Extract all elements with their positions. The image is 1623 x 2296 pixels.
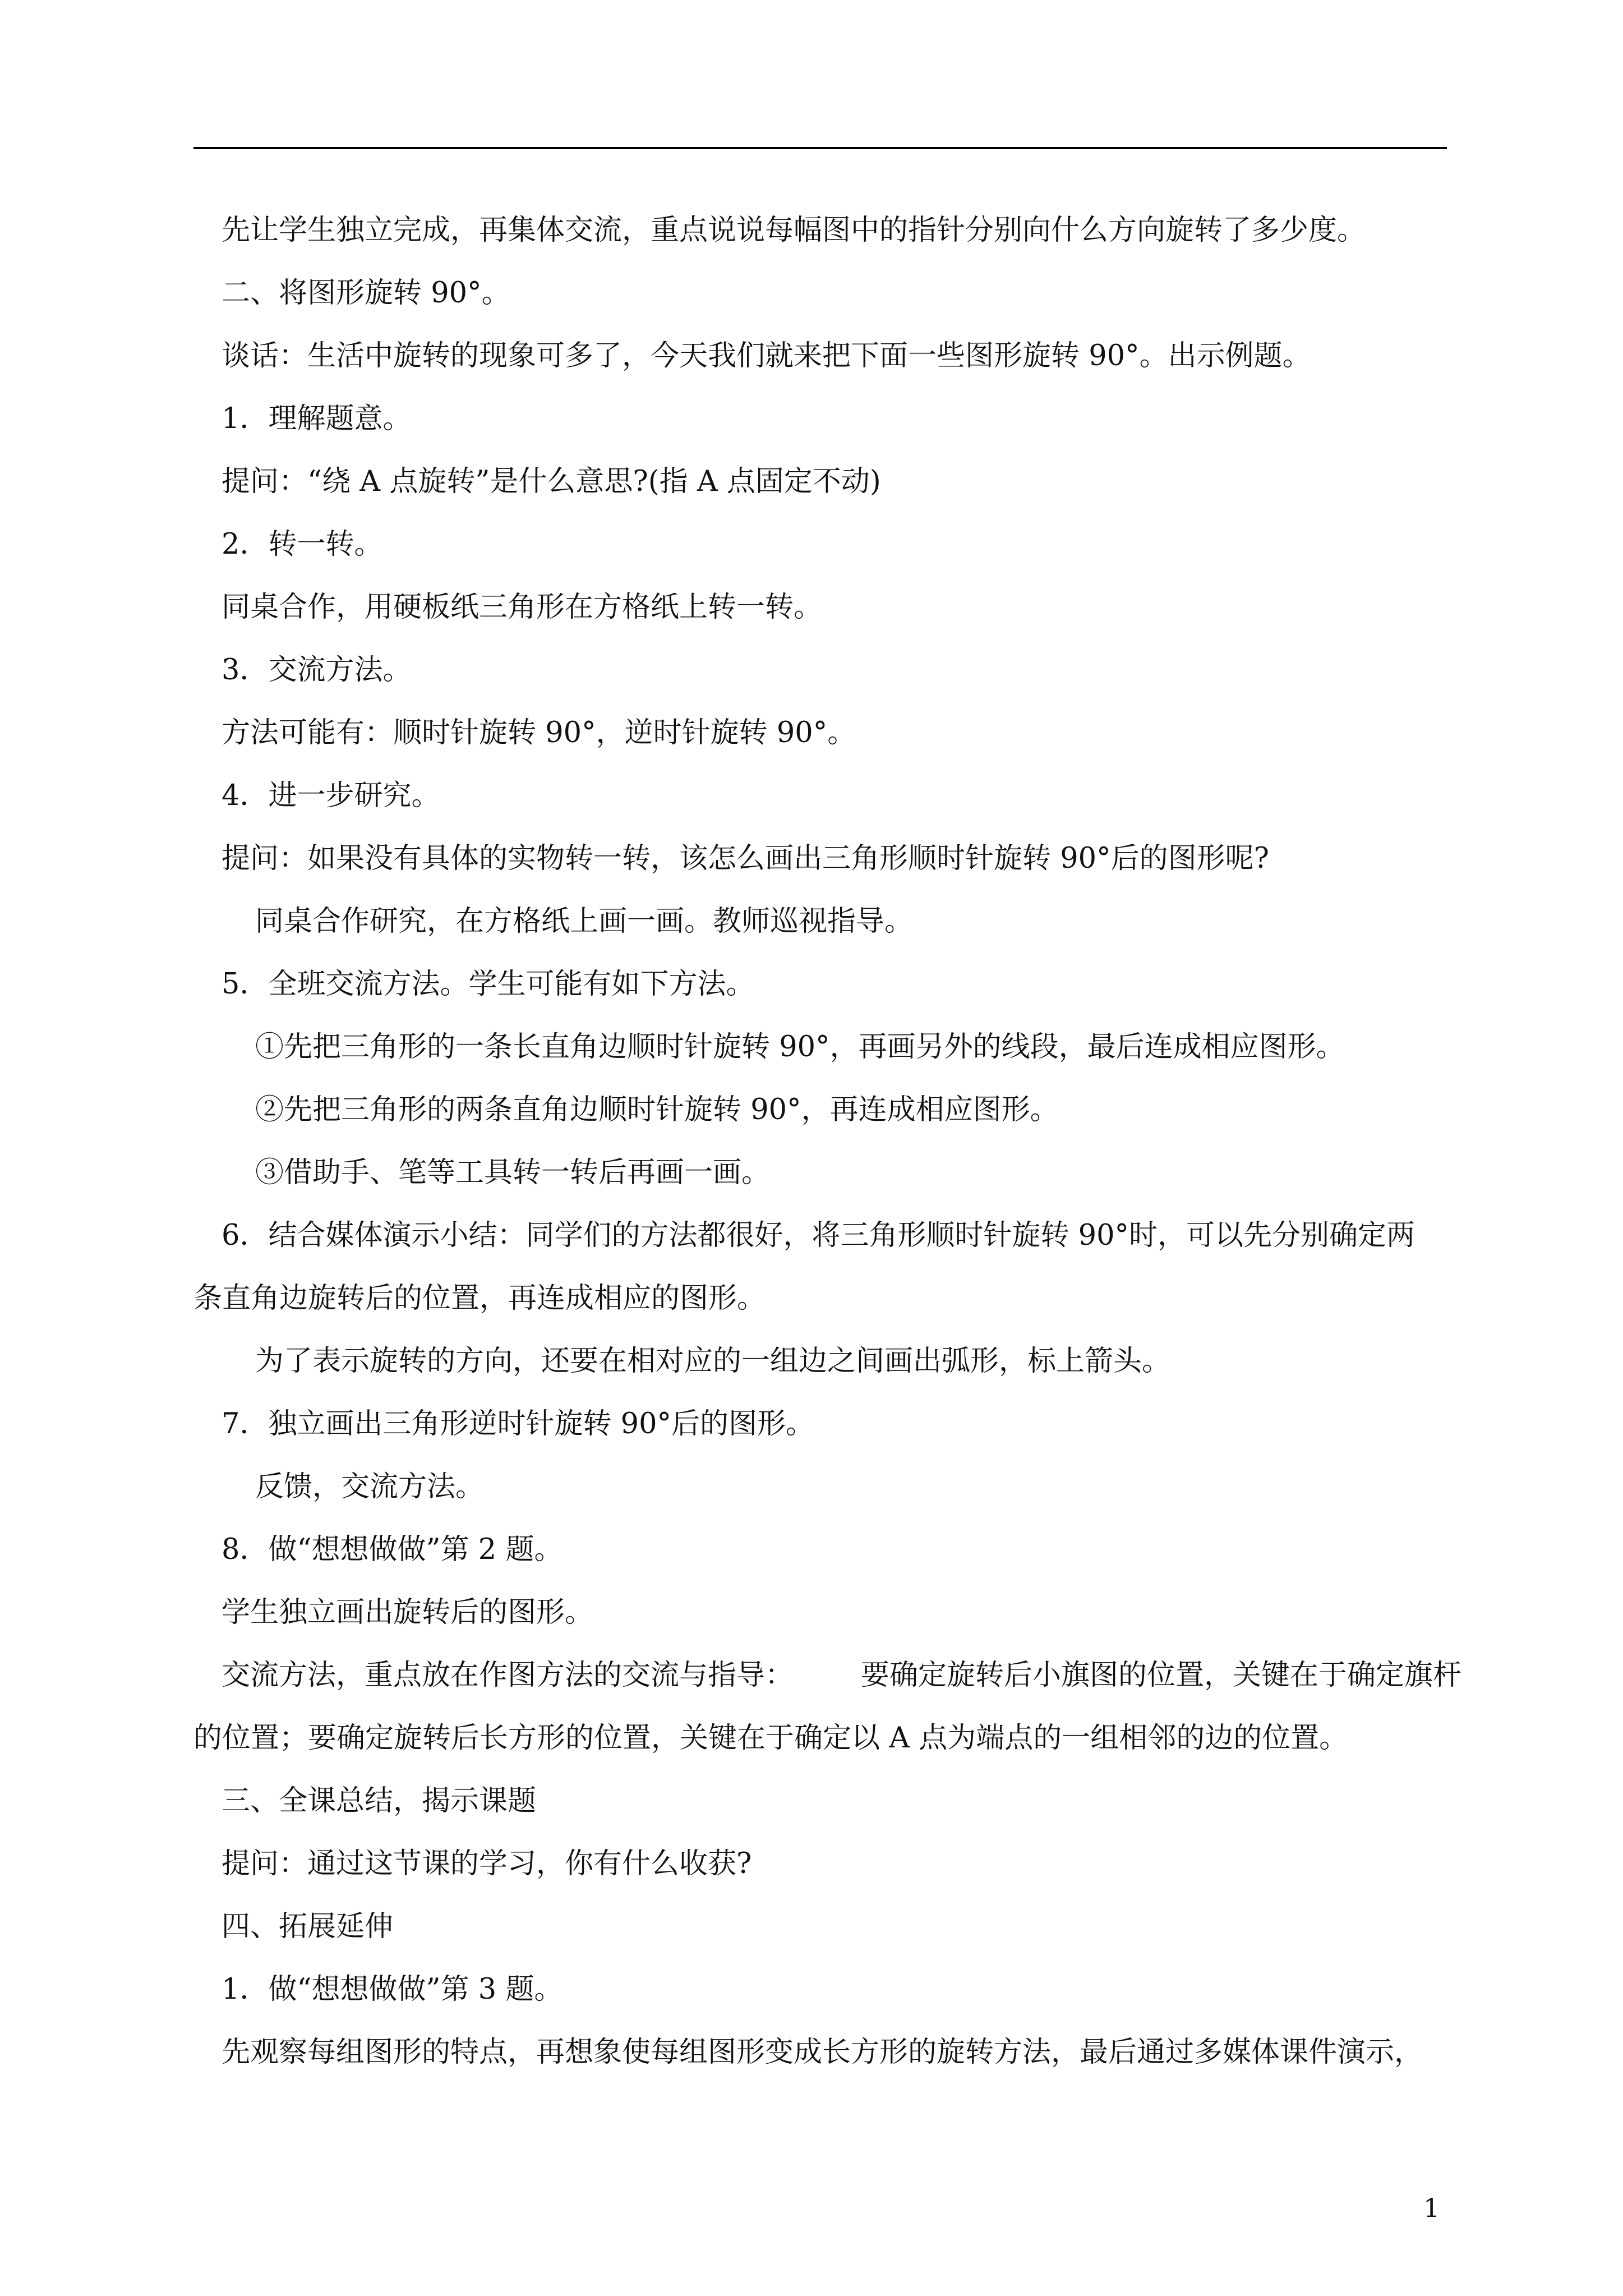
list-item: 3．交流方法。 <box>222 654 412 687</box>
method-item: ③借助手、笔等工具转一转后再画一画。 <box>255 1156 771 1189</box>
paragraph-line: 方法可能有：顺时针旋转 90°，逆时针旋转 90°。 <box>222 716 856 749</box>
paragraph-line: 同桌合作，用硬板纸三角形在方格纸上转一转。 <box>222 591 823 624</box>
list-item: 2．转一转。 <box>222 528 383 561</box>
paragraph-line: 为了表示旋转的方向，还要在相对应的一组边之间画出弧形，标上箭头。 <box>255 1345 1171 1378</box>
header-rule <box>193 147 1447 149</box>
list-item: 8．做“想想做做”第 2 题。 <box>222 1533 563 1566</box>
section-heading: 四、拓展延伸 <box>222 1910 394 1943</box>
section-heading: 三、全课总结，揭示课题 <box>222 1784 537 1818</box>
paragraph-line: 谈话：生活中旋转的现象可多了，今天我们就来把下面一些图形旋转 90°。出示例题。 <box>222 339 1311 372</box>
paragraph-line: 先让学生独立完成，再集体交流，重点说说每幅图中的指针分别向什么方向旋转了多少度。 <box>222 214 1366 247</box>
method-item: ①先把三角形的一条长直角边顺时针旋转 90°，再画另外的线段，最后连成相应图形。 <box>255 1030 1345 1064</box>
paragraph-segment: 交流方法，重点放在作图方法的交流与指导： <box>222 1659 794 1692</box>
list-item: 4．进一步研究。 <box>222 779 440 812</box>
paragraph-line: 的位置；要确定旋转后长方形的位置，关键在于确定以 A 点为端点的一组相邻的边的位置。 <box>193 1722 1348 1755</box>
paragraph-line: 同桌合作研究，在方格纸上画一画。教师巡视指导。 <box>255 905 914 938</box>
paragraph-line: 条直角边旋转后的位置，再连成相应的图形。 <box>193 1282 766 1315</box>
section-heading: 二、将图形旋转 90°。 <box>222 277 510 310</box>
paragraph-line: 先观察每组图形的特点，再想象使每组图形变成长方形的旋转方法，最后通过多媒体课件演示， <box>222 2036 1423 2069</box>
paragraph-segment: 要确定旋转后小旗图的位置，关键在于确定旗杆 <box>861 1659 1462 1692</box>
list-item: 1．做“想想做做”第 3 题。 <box>222 1973 563 2006</box>
paragraph-line: 提问：通过这节课的学习，你有什么收获? <box>222 1847 752 1880</box>
paragraph-line: 提问：如果没有具体的实物转一转，该怎么画出三角形顺时针旋转 90°后的图形呢? <box>222 842 1269 875</box>
list-item: 6．结合媒体演示小结：同学们的方法都很好，将三角形顺时针旋转 90°时，可以先分别确定两 <box>222 1219 1415 1252</box>
paragraph-line: 学生独立画出旋转后的图形。 <box>222 1596 594 1629</box>
list-item: 5．全班交流方法。学生可能有如下方法。 <box>222 968 755 1001</box>
paragraph-line: 反馈，交流方法。 <box>255 1470 485 1503</box>
list-item: 1．理解题意。 <box>222 402 412 435</box>
page-number: 1 <box>1423 2193 1440 2223</box>
method-item: ②先把三角形的两条直角边顺时针旋转 90°，再连成相应图形。 <box>255 1093 1059 1126</box>
list-item: 7．独立画出三角形逆时针旋转 90°后的图形。 <box>222 1407 815 1441</box>
paragraph-line: 提问：“绕 A 点旋转”是什么意思?(指 A 点固定不动) <box>222 465 881 498</box>
paragraph-line <box>222 1661 1461 1690</box>
